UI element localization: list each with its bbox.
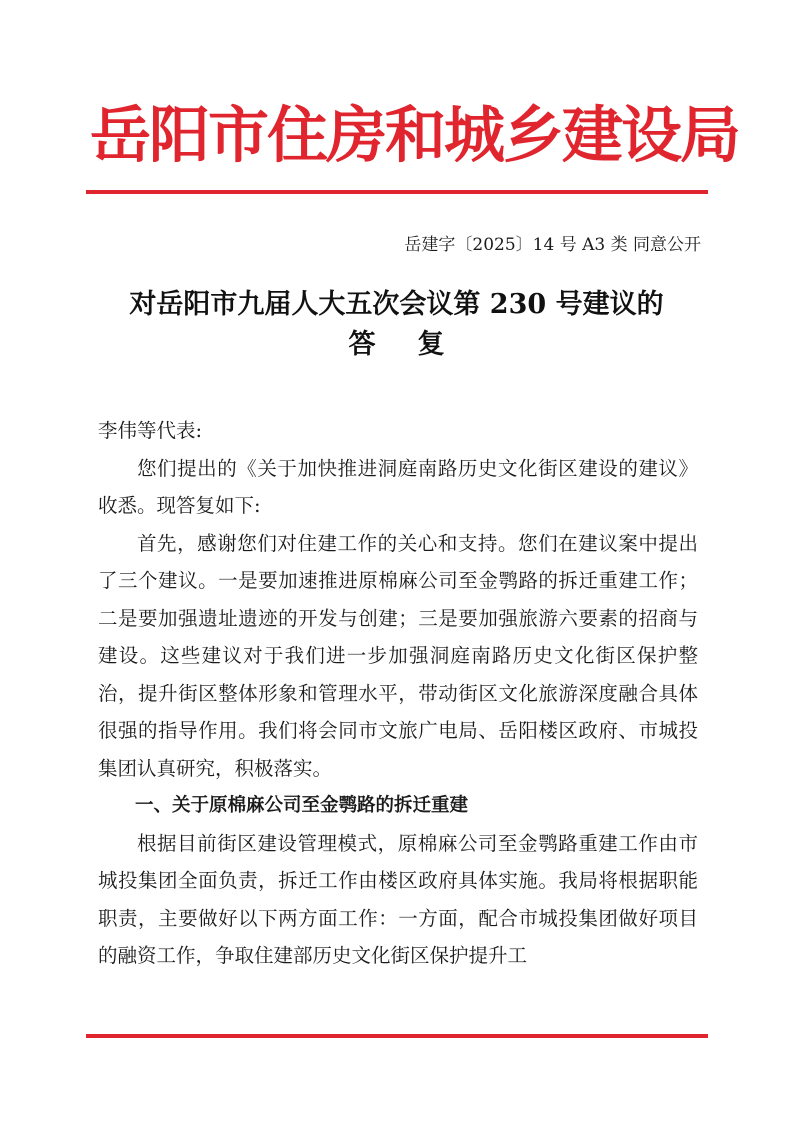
body-paragraph-1: 您们提出的《关于加快推进洞庭南路历史文化街区建设的建议》收悉。现答复如下: — [98, 456, 698, 517]
body-paragraph-3: 根据目前街区建设管理模式，原棉麻公司至金鹗路重建工作由市城投集团全面负责，拆迁工作由楼区政府具体实施。我局将根据职能职责，主要做好以下两方面工作：一方面，配合市城投集团做好项目的融资工作，争取住建部历史文化街区保护提升工 — [98, 831, 698, 967]
document-title-line2: 答复 — [348, 329, 487, 360]
document-title-line1: 对岳阳市九届人大五次会议第 230 号建议的 — [129, 289, 664, 320]
salutation: 李伟等代表: — [98, 419, 203, 442]
section-heading-1: 一、关于原棉麻公司至金鹗路的拆迁重建 — [135, 795, 469, 816]
header-red-rule — [86, 190, 708, 194]
document-number: 岳建字〔2025〕14 号 A3 类 同意公开 — [404, 235, 701, 255]
document-body — [98, 412, 698, 975]
body-paragraph-2: 首先，感谢您们对住建工作的关心和支持。您们在建议案中提出了三个建议。一是要加速推进原棉麻公司至金鹗路的拆迁重建工作；二是要加强遗址遗迹的开发与创建；三是要加强旅游六要素的招商与建设。这些建议对于我们进一步加强洞庭南路历史文化街区保护整治，提升街区整体形象和管理水平，带动街区文化旅游深度融合具体很强的指导作用。我们将会同市文旅广电局、岳阳楼区政府、市城投集团认真研究，积极落实。 — [98, 531, 698, 780]
footer-red-rule — [86, 1034, 708, 1038]
org-masthead: 岳阳市住房和城乡建设局 — [90, 100, 740, 171]
